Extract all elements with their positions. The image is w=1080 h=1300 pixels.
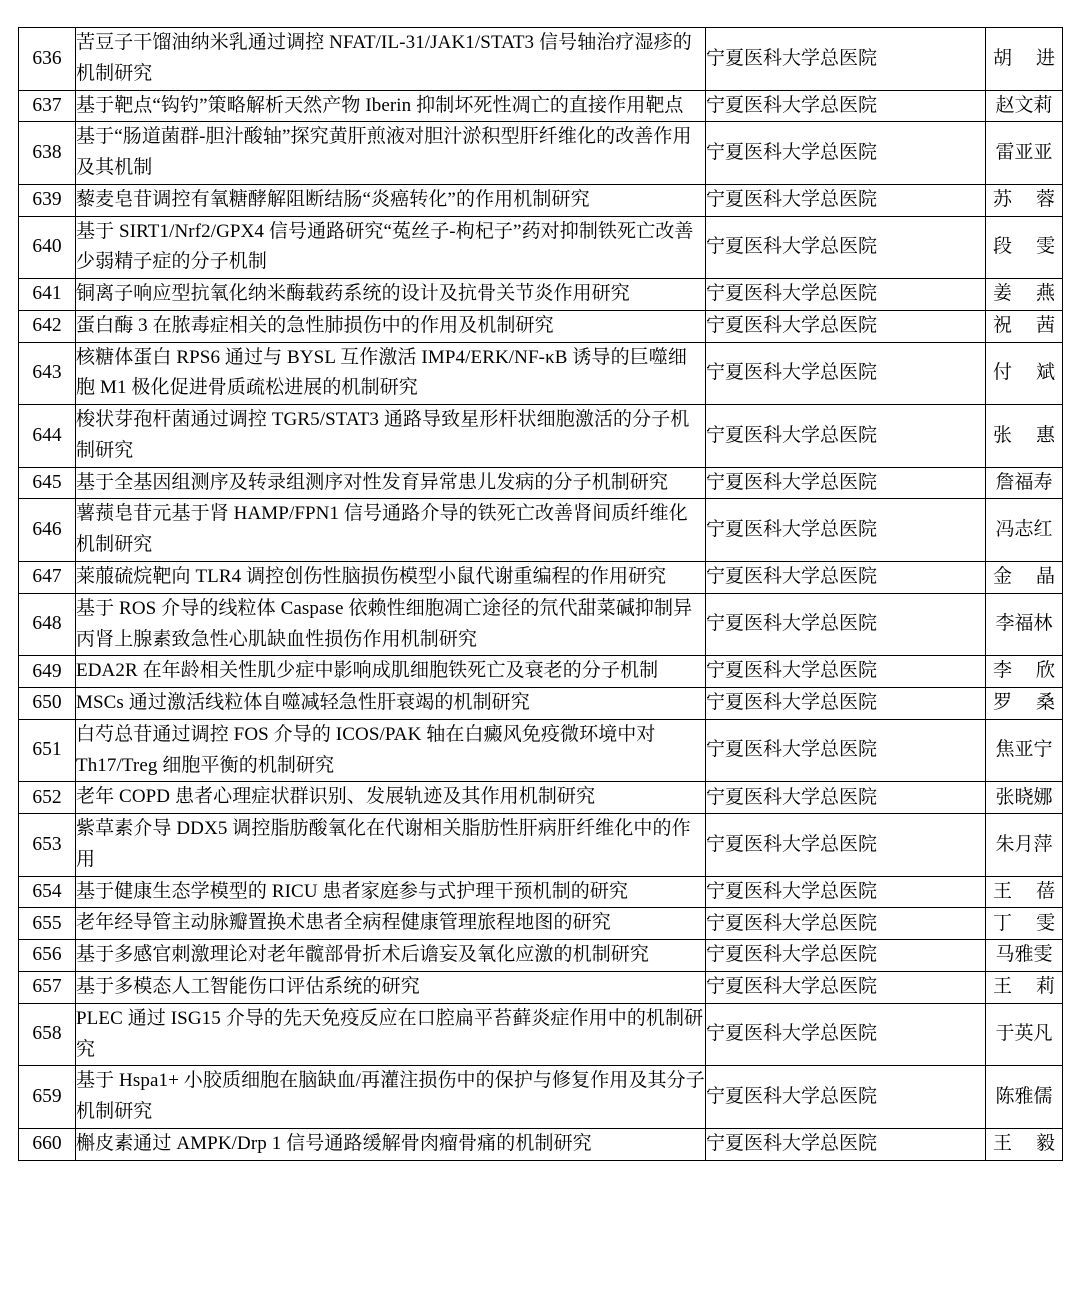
- row-institution: 宁夏医科大学总医院: [706, 782, 986, 814]
- row-principal-investigator: 李福林: [986, 593, 1063, 656]
- row-principal-investigator: [986, 28, 1063, 91]
- row-serial-number: 660: [19, 1128, 76, 1160]
- row-serial-number: 656: [19, 940, 76, 972]
- row-institution: 宁夏医科大学总医院: [706, 562, 986, 594]
- pi-name-text: 段 雯: [993, 236, 1055, 258]
- row-project-title: 基于全基因组测序及转录组测序对性发育异常患儿发病的分子机制研究: [76, 467, 706, 499]
- row-principal-investigator: 冯志红: [986, 499, 1063, 562]
- row-principal-investigator: [986, 688, 1063, 720]
- pi-name-text: 王 莉: [993, 976, 1055, 998]
- row-institution: 宁夏医科大学总医院: [706, 719, 986, 782]
- table-body: [19, 28, 1063, 1161]
- row-serial-number: 642: [19, 310, 76, 342]
- row-project-title: 梭状芽孢杆菌通过调控 TGR5/STAT3 通路导致星形杆状细胞激活的分子机制研究: [76, 405, 706, 468]
- row-principal-investigator: 于英凡: [986, 1003, 1063, 1066]
- row-principal-investigator: [986, 342, 1063, 405]
- row-serial-number: 641: [19, 279, 76, 311]
- row-serial-number: 640: [19, 216, 76, 279]
- row-project-title: PLEC 通过 ISG15 介导的先天免疫反应在口腔扁平苔藓炎症作用中的机制研究: [76, 1003, 706, 1066]
- table-row: [19, 28, 1063, 91]
- row-project-title: 铜离子响应型抗氧化纳米酶载药系统的设计及抗骨关节炎作用研究: [76, 279, 706, 311]
- row-project-title: 莱菔硫烷靶向 TLR4 调控创伤性脑损伤模型小鼠代谢重编程的作用研究: [76, 562, 706, 594]
- row-project-title: 蛋白酶 3 在脓毒症相关的急性肺损伤中的作用及机制研究: [76, 310, 706, 342]
- row-institution: 宁夏医科大学总医院: [706, 814, 986, 877]
- row-institution: 宁夏医科大学总医院: [706, 688, 986, 720]
- row-project-title: EDA2R 在年龄相关性肌少症中影响成肌细胞铁死亡及衰老的分子机制: [76, 656, 706, 688]
- table-row: [19, 719, 1063, 782]
- row-serial-number: 653: [19, 814, 76, 877]
- row-serial-number: 649: [19, 656, 76, 688]
- grant-table-container: [18, 27, 1062, 1161]
- row-project-title: 基于健康生态学模型的 RICU 患者家庭参与式护理干预机制的研究: [76, 876, 706, 908]
- row-project-title: 老年经导管主动脉瓣置换术患者全病程健康管理旅程地图的研究: [76, 908, 706, 940]
- row-serial-number: 647: [19, 562, 76, 594]
- row-institution: 宁夏医科大学总医院: [706, 28, 986, 91]
- table-row: [19, 562, 1063, 594]
- row-serial-number: 644: [19, 405, 76, 468]
- table-row: [19, 876, 1063, 908]
- row-principal-investigator: 朱月萍: [986, 814, 1063, 877]
- row-institution: 宁夏医科大学总医院: [706, 499, 986, 562]
- row-institution: 宁夏医科大学总医院: [706, 1003, 986, 1066]
- table-row: [19, 342, 1063, 405]
- pi-name-text: 王 蓓: [993, 880, 1055, 902]
- pi-name-text: 王 毅: [993, 1132, 1055, 1154]
- row-institution: 宁夏医科大学总医院: [706, 310, 986, 342]
- row-principal-investigator: [986, 310, 1063, 342]
- row-principal-investigator: [986, 279, 1063, 311]
- row-project-title: 基于多模态人工智能伤口评估系统的研究: [76, 971, 706, 1003]
- row-institution: 宁夏医科大学总医院: [706, 90, 986, 122]
- row-serial-number: 636: [19, 28, 76, 91]
- table-row: [19, 688, 1063, 720]
- table-row: [19, 184, 1063, 216]
- row-principal-investigator: 焦亚宁: [986, 719, 1063, 782]
- row-principal-investigator: [986, 405, 1063, 468]
- row-institution: 宁夏医科大学总医院: [706, 1128, 986, 1160]
- table-row: [19, 405, 1063, 468]
- row-serial-number: 638: [19, 122, 76, 185]
- pi-name-text: 祝 茜: [993, 315, 1055, 337]
- row-project-title: 基于多感官刺激理论对老年髋部骨折术后谵妄及氧化应激的机制研究: [76, 940, 706, 972]
- row-institution: 宁夏医科大学总医院: [706, 876, 986, 908]
- row-principal-investigator: [986, 656, 1063, 688]
- table-row: [19, 782, 1063, 814]
- row-principal-investigator: [986, 876, 1063, 908]
- pi-name-text: 罗 桑: [993, 692, 1055, 714]
- table-row: [19, 310, 1063, 342]
- row-institution: 宁夏医科大学总医院: [706, 1066, 986, 1129]
- row-principal-investigator: [986, 971, 1063, 1003]
- row-serial-number: 645: [19, 467, 76, 499]
- row-serial-number: 651: [19, 719, 76, 782]
- table-row: [19, 90, 1063, 122]
- row-serial-number: 643: [19, 342, 76, 405]
- row-institution: 宁夏医科大学总医院: [706, 216, 986, 279]
- row-institution: 宁夏医科大学总医院: [706, 971, 986, 1003]
- row-institution: 宁夏医科大学总医院: [706, 940, 986, 972]
- row-institution: 宁夏医科大学总医院: [706, 405, 986, 468]
- row-project-title: 薯蓣皂苷元基于肾 HAMP/FPN1 信号通路介导的铁死亡改善肾间质纤维化机制研究: [76, 499, 706, 562]
- row-project-title: MSCs 通过激活线粒体自噬减轻急性肝衰竭的机制研究: [76, 688, 706, 720]
- row-serial-number: 655: [19, 908, 76, 940]
- pi-name-text: 胡 进: [993, 47, 1055, 69]
- row-institution: 宁夏医科大学总医院: [706, 342, 986, 405]
- row-institution: 宁夏医科大学总医院: [706, 184, 986, 216]
- row-project-title: 藜麦皂苷调控有氧糖酵解阻断结肠“炎癌转化”的作用机制研究: [76, 184, 706, 216]
- row-institution: 宁夏医科大学总医院: [706, 467, 986, 499]
- row-principal-investigator: 马雅雯: [986, 940, 1063, 972]
- table-row: [19, 1128, 1063, 1160]
- row-serial-number: 659: [19, 1066, 76, 1129]
- row-principal-investigator: [986, 184, 1063, 216]
- row-principal-investigator: [986, 562, 1063, 594]
- table-row: [19, 971, 1063, 1003]
- pi-name-text: 丁 雯: [993, 912, 1055, 934]
- table-row: [19, 593, 1063, 656]
- pi-name-text: 苏 蓉: [993, 188, 1055, 210]
- row-institution: 宁夏医科大学总医院: [706, 908, 986, 940]
- row-serial-number: 650: [19, 688, 76, 720]
- pi-name-text: 张 惠: [993, 424, 1055, 446]
- row-project-title: 基于 Hspa1+ 小胶质细胞在脑缺血/再灌注损伤中的保护与修复作用及其分子机制研究: [76, 1066, 706, 1129]
- pi-name-text: 李 欣: [993, 660, 1055, 682]
- row-principal-investigator: [986, 1128, 1063, 1160]
- row-project-title: 槲皮素通过 AMPK/Drp 1 信号通路缓解骨肉瘤骨痛的机制研究: [76, 1128, 706, 1160]
- table-row: [19, 122, 1063, 185]
- table-row: [19, 1003, 1063, 1066]
- row-principal-investigator: [986, 908, 1063, 940]
- row-serial-number: 639: [19, 184, 76, 216]
- row-serial-number: 646: [19, 499, 76, 562]
- row-institution: 宁夏医科大学总医院: [706, 122, 986, 185]
- row-project-title: 基于“肠道菌群-胆汁酸轴”探究黄肝煎液对胆汁淤积型肝纤维化的改善作用及其机制: [76, 122, 706, 185]
- row-principal-investigator: 陈雅儒: [986, 1066, 1063, 1129]
- pi-name-text: 姜 燕: [993, 283, 1055, 305]
- table-row: [19, 279, 1063, 311]
- row-principal-investigator: 张晓娜: [986, 782, 1063, 814]
- table-row: [19, 1066, 1063, 1129]
- row-principal-investigator: 雷亚亚: [986, 122, 1063, 185]
- row-serial-number: 654: [19, 876, 76, 908]
- row-project-title: 老年 COPD 患者心理症状群识别、发展轨迹及其作用机制研究: [76, 782, 706, 814]
- row-serial-number: 648: [19, 593, 76, 656]
- table-row: [19, 656, 1063, 688]
- row-serial-number: 657: [19, 971, 76, 1003]
- row-project-title: 苦豆子干馏油纳米乳通过调控 NFAT/IL-31/JAK1/STAT3 信号轴治疗湿疹的机制研究: [76, 28, 706, 91]
- pi-name-text: 付 斌: [993, 362, 1055, 384]
- row-project-title: 白芍总苷通过调控 FOS 介导的 ICOS/PAK 轴在白癜风免疫微环境中对 Th17/Treg 细胞平衡的机制研究: [76, 719, 706, 782]
- row-principal-investigator: [986, 216, 1063, 279]
- row-serial-number: 658: [19, 1003, 76, 1066]
- row-institution: 宁夏医科大学总医院: [706, 656, 986, 688]
- table-row: [19, 216, 1063, 279]
- row-principal-investigator: 詹福寿: [986, 467, 1063, 499]
- row-project-title: 紫草素介导 DDX5 调控脂肪酸氧化在代谢相关脂肪性肝病肝纤维化中的作用: [76, 814, 706, 877]
- pi-name-text: 金 晶: [993, 566, 1055, 588]
- row-project-title: 基于 SIRT1/Nrf2/GPX4 信号通路研究“菟丝子-枸杞子”药对抑制铁死亡改善少弱精子症的分子机制: [76, 216, 706, 279]
- row-serial-number: 652: [19, 782, 76, 814]
- grant-project-table: [18, 27, 1063, 1161]
- row-project-title: 基于 ROS 介导的线粒体 Caspase 依赖性细胞凋亡途径的氘代甜菜碱抑制异丙肾上腺素致急性心肌缺血性损伤作用机制研究: [76, 593, 706, 656]
- table-row: [19, 814, 1063, 877]
- table-row: [19, 908, 1063, 940]
- row-project-title: 核糖体蛋白 RPS6 通过与 BYSL 互作激活 IMP4/ERK/NF-κB 诱导的巨噬细胞 M1 极化促进骨质疏松进展的机制研究: [76, 342, 706, 405]
- table-row: [19, 467, 1063, 499]
- row-serial-number: 637: [19, 90, 76, 122]
- table-row: [19, 499, 1063, 562]
- row-principal-investigator: 赵文莉: [986, 90, 1063, 122]
- table-row: [19, 940, 1063, 972]
- row-institution: 宁夏医科大学总医院: [706, 279, 986, 311]
- row-project-title: 基于靶点“钩钓”策略解析天然产物 Iberin 抑制坏死性凋亡的直接作用靶点: [76, 90, 706, 122]
- row-institution: 宁夏医科大学总医院: [706, 593, 986, 656]
